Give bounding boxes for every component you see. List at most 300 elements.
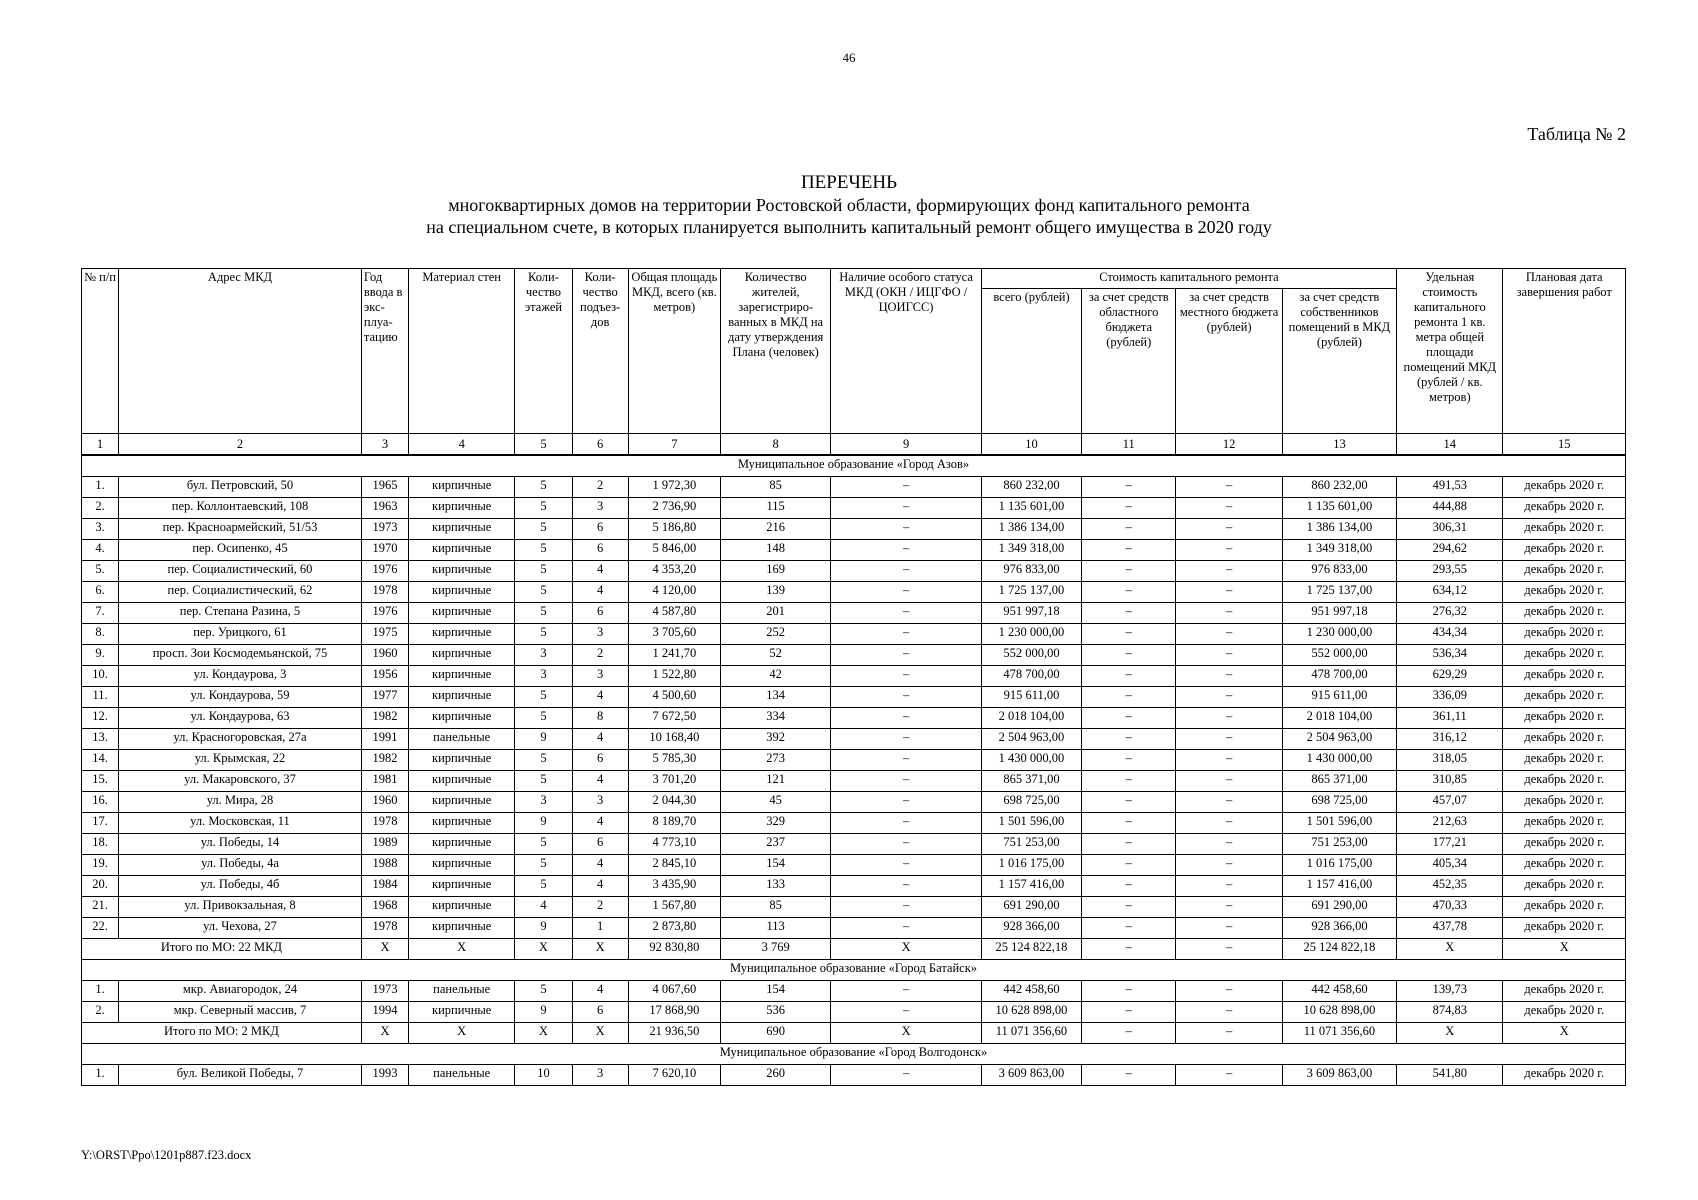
table-cell: 2 504 963,00: [1282, 729, 1396, 750]
table-cell: –: [1082, 519, 1176, 540]
table-cell: 1982: [361, 708, 408, 729]
table-cell: –: [1176, 603, 1282, 624]
table-cell: 52: [721, 645, 831, 666]
table-cell: 4 773,10: [628, 834, 720, 855]
section-row: [82, 455, 1626, 477]
table-cell: бул. Великой Победы, 7: [119, 1065, 362, 1086]
table-cell: –: [1082, 687, 1176, 708]
column-number: 3: [361, 434, 408, 456]
table-cell: 541,80: [1397, 1065, 1503, 1086]
table-cell: 4: [572, 876, 628, 897]
table-cell: 1 522,80: [628, 666, 720, 687]
table-cell: 5: [515, 834, 572, 855]
table-cell: декабрь 2020 г.: [1503, 666, 1626, 687]
table-cell: декабрь 2020 г.: [1503, 561, 1626, 582]
total-cell: X: [1503, 939, 1626, 960]
table-cell: 1970: [361, 540, 408, 561]
table-cell: –: [1176, 666, 1282, 687]
table-cell: 1 349 318,00: [1282, 540, 1396, 561]
table-cell: 5: [515, 855, 572, 876]
total-label: Итого по МО: 22 МКД: [82, 939, 362, 960]
table-cell: ул. Чехова, 27: [119, 918, 362, 939]
table-row: [82, 645, 1626, 666]
table-cell: 478 700,00: [1282, 666, 1396, 687]
table-cell: 698 725,00: [981, 792, 1081, 813]
table-cell: кирпичные: [409, 582, 515, 603]
table-cell: –: [831, 519, 981, 540]
table-cell: 169: [721, 561, 831, 582]
column-number: 9: [831, 434, 981, 456]
table-cell: 491,53: [1397, 477, 1503, 498]
table-cell: 4 067,60: [628, 981, 720, 1002]
section-title: Муниципальное образование «Город Волгодонск»: [82, 1044, 1626, 1065]
table-cell: 552 000,00: [1282, 645, 1396, 666]
table-cell: –: [1176, 1002, 1282, 1023]
table-cell: –: [831, 498, 981, 519]
table-row: [82, 1002, 1626, 1023]
table-cell: декабрь 2020 г.: [1503, 813, 1626, 834]
table-cell: 154: [721, 981, 831, 1002]
table-cell: 2: [572, 897, 628, 918]
table-cell: 751 253,00: [1282, 834, 1396, 855]
table-cell: 5: [515, 687, 572, 708]
table-cell: 1 016 175,00: [1282, 855, 1396, 876]
table-cell: декабрь 2020 г.: [1503, 1065, 1626, 1086]
table-cell: 9: [515, 729, 572, 750]
table-cell: декабрь 2020 г.: [1503, 519, 1626, 540]
table-cell: 148: [721, 540, 831, 561]
table-cell: декабрь 2020 г.: [1503, 876, 1626, 897]
header-cost-region: за счет средств областного бюджета (рублей): [1082, 289, 1176, 434]
table-cell: 5: [515, 876, 572, 897]
table-row: [82, 729, 1626, 750]
table-row: [82, 1065, 1626, 1086]
table-cell: 5: [515, 624, 572, 645]
table-cell: 11.: [82, 687, 119, 708]
table-cell: кирпичные: [409, 540, 515, 561]
table-cell: –: [1176, 708, 1282, 729]
table-cell: 121: [721, 771, 831, 792]
table-row: [82, 687, 1626, 708]
table-row: [82, 498, 1626, 519]
table-cell: 85: [721, 897, 831, 918]
table-cell: 5.: [82, 561, 119, 582]
table-cell: 10 628 898,00: [981, 1002, 1081, 1023]
table-cell: –: [1082, 729, 1176, 750]
table-cell: 1 430 000,00: [981, 750, 1081, 771]
table-cell: –: [1082, 645, 1176, 666]
table-cell: 4: [572, 813, 628, 834]
table-cell: –: [1082, 561, 1176, 582]
table-cell: 860 232,00: [1282, 477, 1396, 498]
table-cell: 4 500,60: [628, 687, 720, 708]
table-cell: декабрь 2020 г.: [1503, 729, 1626, 750]
table-cell: –: [1176, 750, 1282, 771]
table-cell: 5: [515, 540, 572, 561]
table-cell: 5 186,80: [628, 519, 720, 540]
table-cell: мкр. Северный массив, 7: [119, 1002, 362, 1023]
table-cell: 6.: [82, 582, 119, 603]
table-cell: ул. Московская, 11: [119, 813, 362, 834]
table-cell: 3: [572, 792, 628, 813]
table-cell: 3: [515, 645, 572, 666]
table-cell: 1982: [361, 750, 408, 771]
table-cell: кирпичные: [409, 645, 515, 666]
table-cell: –: [1082, 603, 1176, 624]
table-cell: ул. Крымская, 22: [119, 750, 362, 771]
table-row: [82, 519, 1626, 540]
table-cell: 478 700,00: [981, 666, 1081, 687]
total-cell: X: [572, 1023, 628, 1044]
header-unit-cost: Удельная стоимость капитального ремонта 1 кв. метра общей площади помещений МКД (рублей / кв. метров): [1397, 269, 1503, 434]
total-cell: X: [361, 1023, 408, 1044]
table-cell: кирпичные: [409, 666, 515, 687]
table-cell: пер. Урицкого, 61: [119, 624, 362, 645]
table-cell: декабрь 2020 г.: [1503, 498, 1626, 519]
table-cell: панельные: [409, 981, 515, 1002]
table-header: [82, 269, 1626, 456]
table-row: [82, 918, 1626, 939]
table-cell: 6: [572, 540, 628, 561]
table-cell: 3: [515, 666, 572, 687]
table-cell: 2: [572, 477, 628, 498]
table-cell: 2 873,80: [628, 918, 720, 939]
table-cell: 860 232,00: [981, 477, 1081, 498]
header-cost-local: за счет средств местного бюджета (рублей): [1176, 289, 1282, 434]
table-cell: 865 371,00: [981, 771, 1081, 792]
table-cell: 19.: [82, 855, 119, 876]
table-row: [82, 561, 1626, 582]
total-row: [82, 1023, 1626, 1044]
total-cell: –: [1176, 939, 1282, 960]
table-cell: 1 501 596,00: [1282, 813, 1396, 834]
table-cell: –: [1082, 813, 1176, 834]
table-cell: 976 833,00: [1282, 561, 1396, 582]
table-cell: 434,34: [1397, 624, 1503, 645]
total-cell: X: [572, 939, 628, 960]
table-cell: декабрь 2020 г.: [1503, 918, 1626, 939]
title-main: ПЕРЕЧЕНЬ: [800, 172, 898, 193]
table-cell: 3: [572, 1065, 628, 1086]
table-cell: 1975: [361, 624, 408, 645]
table-cell: пер. Социалистический, 60: [119, 561, 362, 582]
table-cell: 1 501 596,00: [981, 813, 1081, 834]
total-cell: X: [1397, 939, 1503, 960]
table-cell: –: [831, 603, 981, 624]
table-cell: –: [1082, 750, 1176, 771]
table-cell: –: [831, 1065, 981, 1086]
table-cell: 4: [572, 687, 628, 708]
table-cell: –: [1176, 813, 1282, 834]
table-cell: 310,85: [1397, 771, 1503, 792]
table-row: [82, 981, 1626, 1002]
table-cell: 2 845,10: [628, 855, 720, 876]
table-cell: 17.: [82, 813, 119, 834]
table-cell: –: [831, 834, 981, 855]
table-cell: 9: [515, 813, 572, 834]
table-cell: –: [831, 918, 981, 939]
table-cell: –: [831, 1002, 981, 1023]
table-cell: 552 000,00: [981, 645, 1081, 666]
table-cell: –: [1082, 897, 1176, 918]
table-cell: кирпичные: [409, 708, 515, 729]
table-cell: –: [831, 981, 981, 1002]
table-cell: 5: [515, 582, 572, 603]
table-cell: 1981: [361, 771, 408, 792]
table-cell: 1 241,70: [628, 645, 720, 666]
table-cell: –: [831, 876, 981, 897]
table-cell: –: [1176, 540, 1282, 561]
table-cell: 4: [515, 897, 572, 918]
table-cell: 874,83: [1397, 1002, 1503, 1023]
table-row: [82, 540, 1626, 561]
table-cell: –: [831, 897, 981, 918]
table-cell: –: [831, 729, 981, 750]
table-cell: ул. Красногоровская, 27а: [119, 729, 362, 750]
table-cell: 177,21: [1397, 834, 1503, 855]
table-cell: 5: [515, 519, 572, 540]
table-cell: 139,73: [1397, 981, 1503, 1002]
table-cell: 4: [572, 729, 628, 750]
table-cell: 276,32: [1397, 603, 1503, 624]
table-cell: панельные: [409, 729, 515, 750]
table-cell: 536: [721, 1002, 831, 1023]
table-body: [82, 455, 1626, 1086]
table-cell: –: [1082, 855, 1176, 876]
section-title: Муниципальное образование «Город Батайск»: [82, 960, 1626, 981]
title-line-3: на специальном счете, в которых планируется выполнить капитальный ремонт общего имущества в 2020 году: [426, 217, 1272, 237]
table-cell: 1984: [361, 876, 408, 897]
table-cell: 691 290,00: [981, 897, 1081, 918]
table-cell: ул. Победы, 14: [119, 834, 362, 855]
table-cell: кирпичные: [409, 855, 515, 876]
column-number: 11: [1082, 434, 1176, 456]
table-cell: 1976: [361, 561, 408, 582]
table-cell: 4: [572, 981, 628, 1002]
table-cell: 1 230 000,00: [1282, 624, 1396, 645]
table-cell: 442 458,60: [981, 981, 1081, 1002]
table-cell: –: [1176, 771, 1282, 792]
table-cell: бул. Петровский, 50: [119, 477, 362, 498]
table-row: [82, 666, 1626, 687]
total-cell: X: [1397, 1023, 1503, 1044]
header-status: Наличие особого статуса МКД (ОКН / ИЦГФО / ЦОИГСС): [831, 269, 981, 434]
table-cell: декабрь 2020 г.: [1503, 645, 1626, 666]
header-entrances: Коли-чество подъез-дов: [572, 269, 628, 434]
table-cell: 1988: [361, 855, 408, 876]
table-cell: пер. Степана Разина, 5: [119, 603, 362, 624]
table-cell: 8.: [82, 624, 119, 645]
table-cell: 1 135 601,00: [981, 498, 1081, 519]
table-cell: 216: [721, 519, 831, 540]
table-cell: –: [1082, 792, 1176, 813]
table-cell: 273: [721, 750, 831, 771]
table-row: [82, 792, 1626, 813]
table-cell: –: [1082, 477, 1176, 498]
table-row: [82, 876, 1626, 897]
table-cell: 260: [721, 1065, 831, 1086]
table-cell: 3 435,90: [628, 876, 720, 897]
table-cell: декабрь 2020 г.: [1503, 687, 1626, 708]
table-cell: –: [1082, 876, 1176, 897]
header-cost-total: всего (рублей): [981, 289, 1081, 434]
table-cell: 2 504 963,00: [981, 729, 1081, 750]
table-cell: 13.: [82, 729, 119, 750]
table-cell: –: [831, 687, 981, 708]
table-cell: –: [831, 771, 981, 792]
column-number: 1: [82, 434, 119, 456]
table-cell: 6: [572, 1002, 628, 1023]
table-cell: 2 018 104,00: [1282, 708, 1396, 729]
table-cell: кирпичные: [409, 603, 515, 624]
table-cell: 16.: [82, 792, 119, 813]
total-cell: 25 124 822,18: [981, 939, 1081, 960]
header-cost-owners: за счет средств собственников помещений в МКД (рублей): [1282, 289, 1396, 434]
column-number: 12: [1176, 434, 1282, 456]
table-cell: 212,63: [1397, 813, 1503, 834]
table-cell: 7 620,10: [628, 1065, 720, 1086]
table-cell: 361,11: [1397, 708, 1503, 729]
table-cell: 1 016 175,00: [981, 855, 1081, 876]
table-cell: 437,78: [1397, 918, 1503, 939]
header-area: Общая площадь МКД, всего (кв. метров): [628, 269, 720, 434]
total-cell: X: [831, 1023, 981, 1044]
table-cell: кирпичные: [409, 519, 515, 540]
table-cell: декабрь 2020 г.: [1503, 540, 1626, 561]
table-cell: –: [1176, 729, 1282, 750]
total-cell: X: [409, 939, 515, 960]
table-cell: ул. Кондаурова, 59: [119, 687, 362, 708]
table-cell: 5: [515, 498, 572, 519]
table-cell: 405,34: [1397, 855, 1503, 876]
document-title: [0, 172, 1698, 238]
table-cell: пер. Осипенко, 45: [119, 540, 362, 561]
section-row: [82, 960, 1626, 981]
table-cell: 5: [515, 771, 572, 792]
table-row: [82, 897, 1626, 918]
table-cell: декабрь 2020 г.: [1503, 771, 1626, 792]
table-cell: кирпичные: [409, 477, 515, 498]
table-cell: декабрь 2020 г.: [1503, 708, 1626, 729]
table-cell: 3 705,60: [628, 624, 720, 645]
table-cell: 1.: [82, 477, 119, 498]
table-cell: –: [1082, 582, 1176, 603]
table-cell: 4: [572, 855, 628, 876]
table-cell: кирпичные: [409, 813, 515, 834]
table-cell: 1 430 000,00: [1282, 750, 1396, 771]
table-cell: ул. Макаровского, 37: [119, 771, 362, 792]
table-cell: 252: [721, 624, 831, 645]
total-cell: –: [1176, 1023, 1282, 1044]
total-cell: –: [1082, 1023, 1176, 1044]
table-cell: 2 736,90: [628, 498, 720, 519]
table-row: [82, 582, 1626, 603]
column-number: 2: [119, 434, 362, 456]
header-residents: Количество жителей, зарегистриро-ванных в МКД на дату утверждения Плана (человек): [721, 269, 831, 434]
table-cell: 928 366,00: [1282, 918, 1396, 939]
table-cell: –: [1082, 498, 1176, 519]
table-cell: 2: [572, 645, 628, 666]
table-cell: 9: [515, 1002, 572, 1023]
table-cell: 306,31: [1397, 519, 1503, 540]
table-cell: –: [1176, 477, 1282, 498]
table-cell: 10: [515, 1065, 572, 1086]
table-cell: декабрь 2020 г.: [1503, 582, 1626, 603]
table-cell: 237: [721, 834, 831, 855]
total-row: [82, 939, 1626, 960]
table-cell: –: [831, 813, 981, 834]
total-cell: 3 769: [721, 939, 831, 960]
table-cell: 5: [515, 750, 572, 771]
column-number: 4: [409, 434, 515, 456]
table-cell: 5: [515, 477, 572, 498]
table-cell: 336,09: [1397, 687, 1503, 708]
table-row: [82, 624, 1626, 645]
table-cell: мкр. Авиагородок, 24: [119, 981, 362, 1002]
table-cell: –: [1082, 1002, 1176, 1023]
table-cell: –: [1082, 834, 1176, 855]
table-cell: 1965: [361, 477, 408, 498]
total-cell: –: [1082, 939, 1176, 960]
column-number: 15: [1503, 434, 1626, 456]
page-number: 46: [842, 50, 856, 65]
total-cell: 690: [721, 1023, 831, 1044]
table-cell: 4: [572, 582, 628, 603]
table-cell: –: [1176, 918, 1282, 939]
table-cell: 154: [721, 855, 831, 876]
table-row: [82, 771, 1626, 792]
header-address: Адрес МКД: [119, 269, 362, 434]
table-cell: –: [1176, 645, 1282, 666]
table-cell: –: [1082, 771, 1176, 792]
table-cell: –: [831, 624, 981, 645]
table-cell: 1968: [361, 897, 408, 918]
table-cell: ул. Кондаурова, 3: [119, 666, 362, 687]
total-cell: X: [831, 939, 981, 960]
table-cell: 3 701,20: [628, 771, 720, 792]
column-number: 5: [515, 434, 572, 456]
table-cell: 4 120,00: [628, 582, 720, 603]
table-cell: 3: [515, 792, 572, 813]
table-cell: ул. Победы, 4а: [119, 855, 362, 876]
table-cell: 20.: [82, 876, 119, 897]
table-cell: 6: [572, 603, 628, 624]
table-cell: 3: [572, 666, 628, 687]
table-cell: 85: [721, 477, 831, 498]
table-cell: декабрь 2020 г.: [1503, 477, 1626, 498]
table-cell: 1 567,80: [628, 897, 720, 918]
table-cell: кирпичные: [409, 498, 515, 519]
section-title: Муниципальное образование «Город Азов»: [82, 455, 1626, 477]
table-cell: 316,12: [1397, 729, 1503, 750]
table-cell: –: [831, 561, 981, 582]
column-number: 7: [628, 434, 720, 456]
column-number-row: [82, 434, 1626, 456]
table-cell: 1.: [82, 1065, 119, 1086]
table-cell: 1 230 000,00: [981, 624, 1081, 645]
title-line-2: многоквартирных домов на территории Ростовской области, формирующих фонд капитального ремонта: [448, 195, 1250, 215]
table-cell: 452,35: [1397, 876, 1503, 897]
table-cell: 915 611,00: [981, 687, 1081, 708]
total-cell: 11 071 356,60: [1282, 1023, 1396, 1044]
table-cell: кирпичные: [409, 792, 515, 813]
table-cell: 134: [721, 687, 831, 708]
table-row: [82, 708, 1626, 729]
table-cell: 17 868,90: [628, 1002, 720, 1023]
table-cell: декабрь 2020 г.: [1503, 834, 1626, 855]
table-cell: 133: [721, 876, 831, 897]
table-cell: –: [1176, 876, 1282, 897]
